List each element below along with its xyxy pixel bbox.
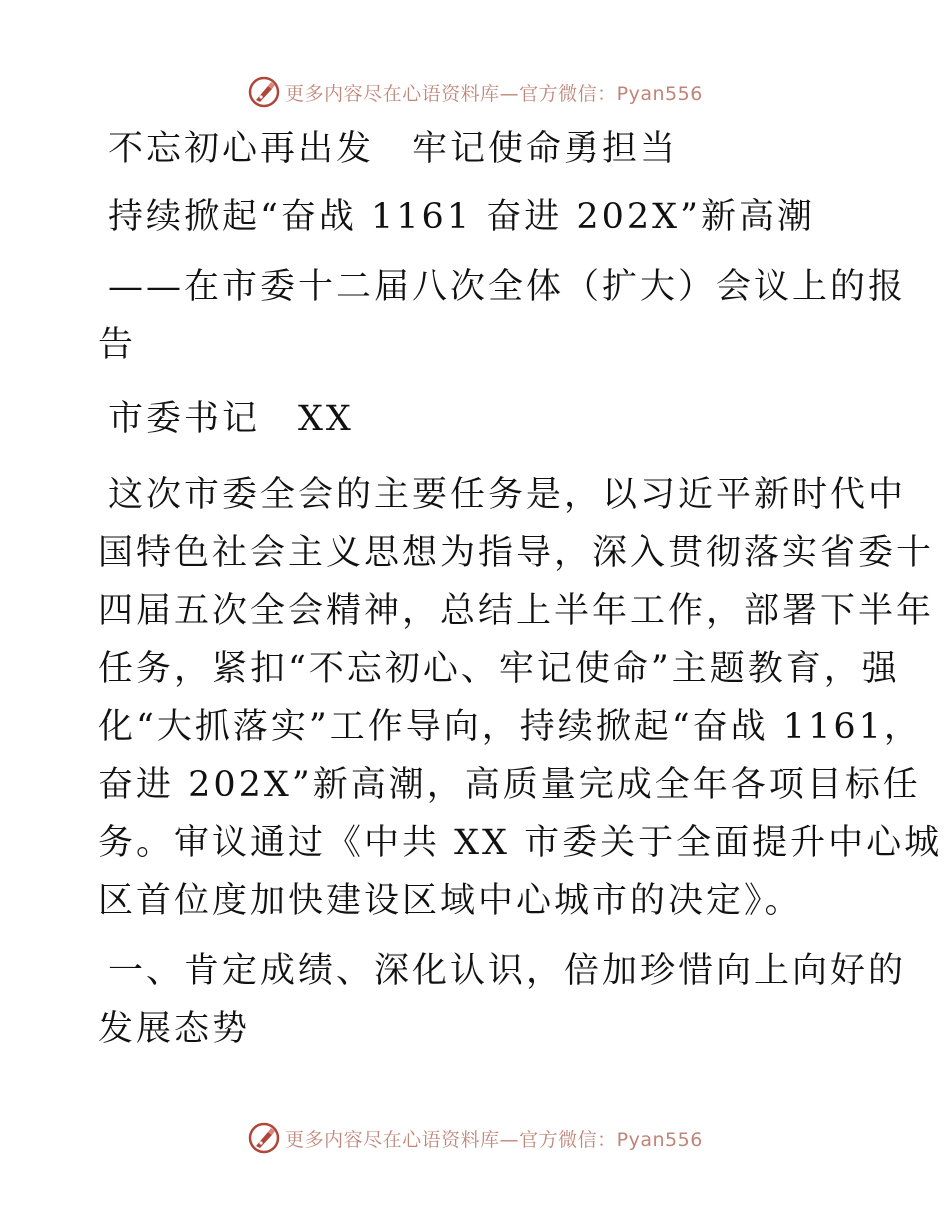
title-line-2: 持续掀起“奋战 1161 奋进 202X”新高潮 <box>108 197 815 237</box>
section-heading <box>98 942 907 1058</box>
paragraph-line: 国特色社会主义思想为指导，深入贯彻落实省委十 <box>98 533 935 573</box>
paragraph-line: 任务，紧扣“不忘初心、牢记使命”主题教育，强 <box>98 649 900 689</box>
section-heading-line-2: 发展态势 <box>98 1009 251 1049</box>
document-body <box>98 120 943 1058</box>
body-paragraph <box>98 466 943 930</box>
paragraph-line: 区首位度加快建设区域中心城市的决定》。 <box>98 881 803 921</box>
subtitle <box>98 258 907 374</box>
header-watermark <box>0 72 950 112</box>
subtitle-line-1: ——在市委十二届八次全体（扩大）会议上的报 <box>108 267 907 307</box>
watermark-text: 更多内容尽在心语资料库—官方微信：Pyan556 <box>285 1128 703 1151</box>
paragraph-line: 化“大抓落实”工作导向，持续掀起“奋战 1161， <box>98 707 922 747</box>
paragraph-line: 务。审议通过《中共 XX 市委关于全面提升中心城 <box>98 823 943 863</box>
paragraph-line: 四届五次全会精神，总结上半年工作，部署下半年 <box>98 591 935 631</box>
watermark-text: 更多内容尽在心语资料库—官方微信：Pyan556 <box>285 82 703 105</box>
paragraph-line: 这次市委全会的主要任务是，以习近平新时代中 <box>108 475 907 515</box>
section-heading-line-1: 一、肯定成绩、深化认识，倍加珍惜向上向好的 <box>108 951 907 991</box>
pen-nib-logo-icon <box>247 1121 281 1155</box>
footer-watermark <box>0 1118 950 1158</box>
author-line: 市委书记 XX <box>108 399 354 439</box>
title-line-1: 不忘初心再出发 牢记使命勇担当 <box>108 129 679 169</box>
subtitle-line-2: 告 <box>98 325 137 365</box>
paragraph-line: 奋进 202X”新高潮，高质量完成全年各项目标任 <box>98 765 921 805</box>
pen-nib-logo-icon <box>247 75 281 109</box>
